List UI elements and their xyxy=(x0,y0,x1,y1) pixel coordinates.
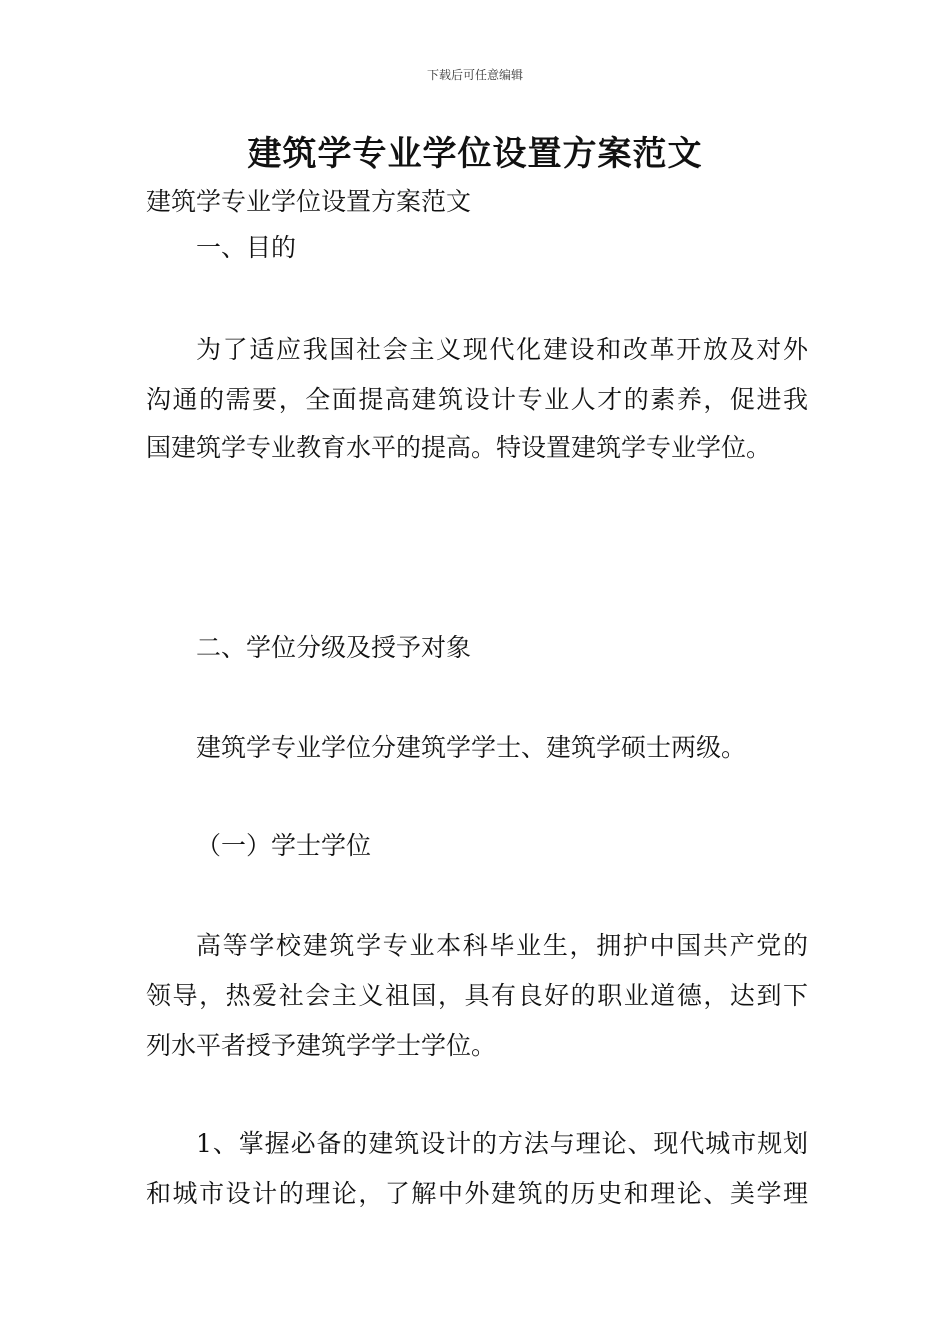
paragraph-bachelor-line-2: 领导，热爱社会主义祖国，具有良好的职业道德，达到下 xyxy=(146,981,808,1010)
paragraph-degree-levels: 建筑学专业学位分建筑学学士、建筑学硕士两级。 xyxy=(196,733,747,762)
paragraph-bachelor-line-3: 列水平者授予建筑学学士学位。 xyxy=(146,1031,497,1060)
subsection-heading-bachelor: （一）学士学位 xyxy=(196,831,372,860)
paragraph-purpose-line-1: 为了适应我国社会主义现代化建设和改革开放及对外 xyxy=(196,335,808,364)
section-heading-degree-levels: 二、学位分级及授予对象 xyxy=(196,633,472,662)
header-note: 下载后可任意编辑 xyxy=(426,68,523,82)
list-item-1-line-1: 1、掌握必备的建筑设计的方法与理论、现代城市规划 xyxy=(196,1129,808,1158)
paragraph-bachelor-line-1: 高等学校建筑学专业本科毕业生，拥护中国共产党的 xyxy=(196,931,808,960)
paragraph-purpose-line-2: 沟通的需要，全面提高建筑设计专业人才的素养，促进我 xyxy=(146,385,808,414)
document-title: 建筑学专业学位设置方案范文 xyxy=(247,134,703,174)
list-item-1-line-2: 和城市设计的理论，了解中外建筑的历史和理论、美学理 xyxy=(146,1179,808,1208)
document-subtitle: 建筑学专业学位设置方案范文 xyxy=(146,187,472,216)
section-heading-purpose: 一、目的 xyxy=(196,233,297,262)
paragraph-purpose-line-3: 国建筑学专业教育水平的提高。特设置建筑学专业学位。 xyxy=(146,433,772,462)
